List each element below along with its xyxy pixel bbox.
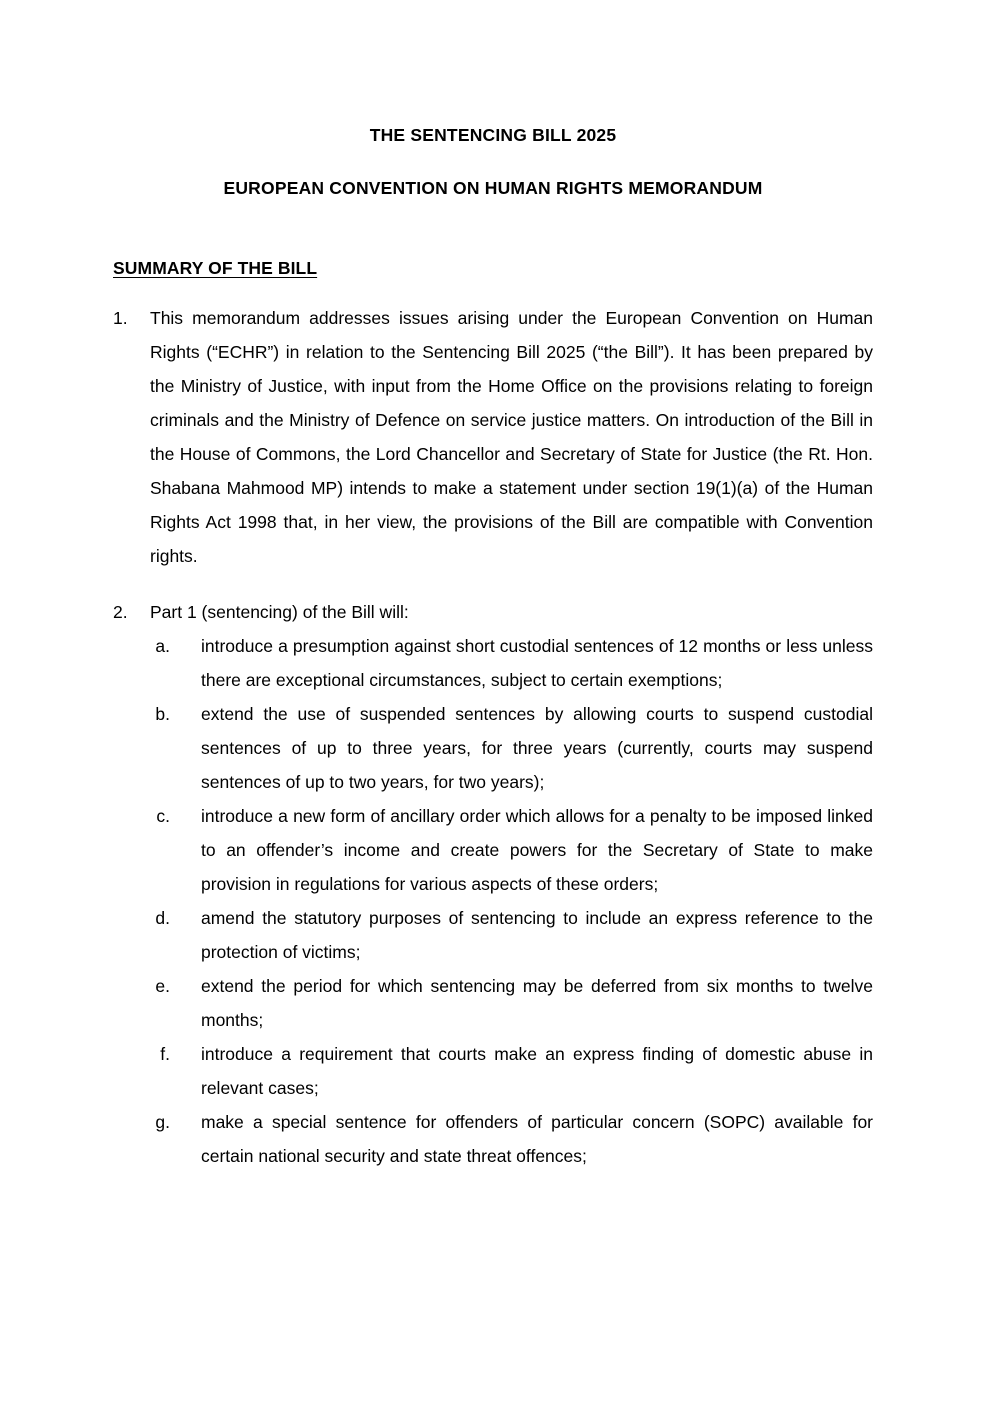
- paragraph-marker: 2.: [113, 602, 128, 622]
- sub-item-marker: f.: [160, 1044, 170, 1064]
- sub-item-text: introduce a requirement that courts make an express finding of domestic abuse in relevant cases;: [201, 1044, 873, 1098]
- sub-item-marker: a.: [155, 636, 170, 656]
- sub-item-marker: d.: [155, 908, 170, 928]
- document-content: [113, 0, 873, 1173]
- numbered-paragraph-1: [113, 301, 873, 573]
- document-title-secondary: EUROPEAN CONVENTION ON HUMAN RIGHTS MEMORANDUM: [223, 178, 763, 198]
- list-item: [155, 697, 873, 799]
- sub-item-marker: b.: [155, 704, 170, 724]
- sub-item-text: make a special sentence for offenders of particular concern (SOPC) available for certain national security and state threat offences;: [201, 1112, 873, 1166]
- document-title-primary: THE SENTENCING BILL 2025: [369, 125, 617, 145]
- list-item: [155, 1105, 873, 1173]
- sub-item-marker: c.: [156, 806, 170, 826]
- sub-item-text: extend the period for which sentencing may be deferred from six months to twelve months;: [201, 976, 873, 1030]
- list-item: [155, 969, 873, 1037]
- title-block: [113, 0, 873, 205]
- paragraph-text: This memorandum addresses issues arising under the European Convention on Human Rights (“ECHR”) in relation to the Sentencing Bill 2025 (“the Bill”). It has been prepared by the Ministry of Justice, with input from the Home Office on the provisions relating to foreign criminals and the Ministry of Defence on service justice matters. On introduction of the Bill in the House of Commons, the Lord Chancellor and Secretary of State for Justice (the Rt. Hon. Shabana Mahmood MP) intends to make a statement under section 19(1)(a) of the Human Rights Act 1998 that, in her view, the provisions of the Bill are compatible with Convention rights.: [150, 308, 873, 566]
- sub-item-text: amend the statutory purposes of sentencing to include an express reference to the protection of victims;: [201, 908, 873, 962]
- sub-item-marker: e.: [155, 976, 170, 996]
- paragraph-text: Part 1 (sentencing) of the Bill will:: [150, 602, 409, 622]
- list-item: [155, 901, 873, 969]
- sub-item-text: extend the use of suspended sentences by allowing courts to suspend custodial sentences of up to three years, for three years (currently, courts may suspend sentences of up to two years, for two years);: [201, 704, 873, 792]
- sub-item-text: introduce a presumption against short custodial sentences of 12 months or less unless there are exceptional circumstances, subject to certain exemptions;: [201, 636, 873, 690]
- section-heading-summary-of-the-bill: SUMMARY OF THE BILL: [113, 258, 318, 278]
- sub-item-marker: g.: [155, 1112, 170, 1132]
- list-item: [155, 629, 873, 697]
- list-item: [160, 1037, 873, 1105]
- numbered-paragraph-list: [113, 301, 873, 629]
- numbered-paragraph-2: [113, 595, 873, 629]
- paragraph-marker: 1.: [113, 308, 128, 328]
- sub-item-text: introduce a new form of ancillary order which allows for a penalty to be imposed linked to an offender’s income and create powers for the Secretary of State to make provision in regulations for various aspects of these orders;: [201, 806, 873, 894]
- list-item: [156, 799, 873, 901]
- alpha-sub-item-list: [113, 629, 873, 1173]
